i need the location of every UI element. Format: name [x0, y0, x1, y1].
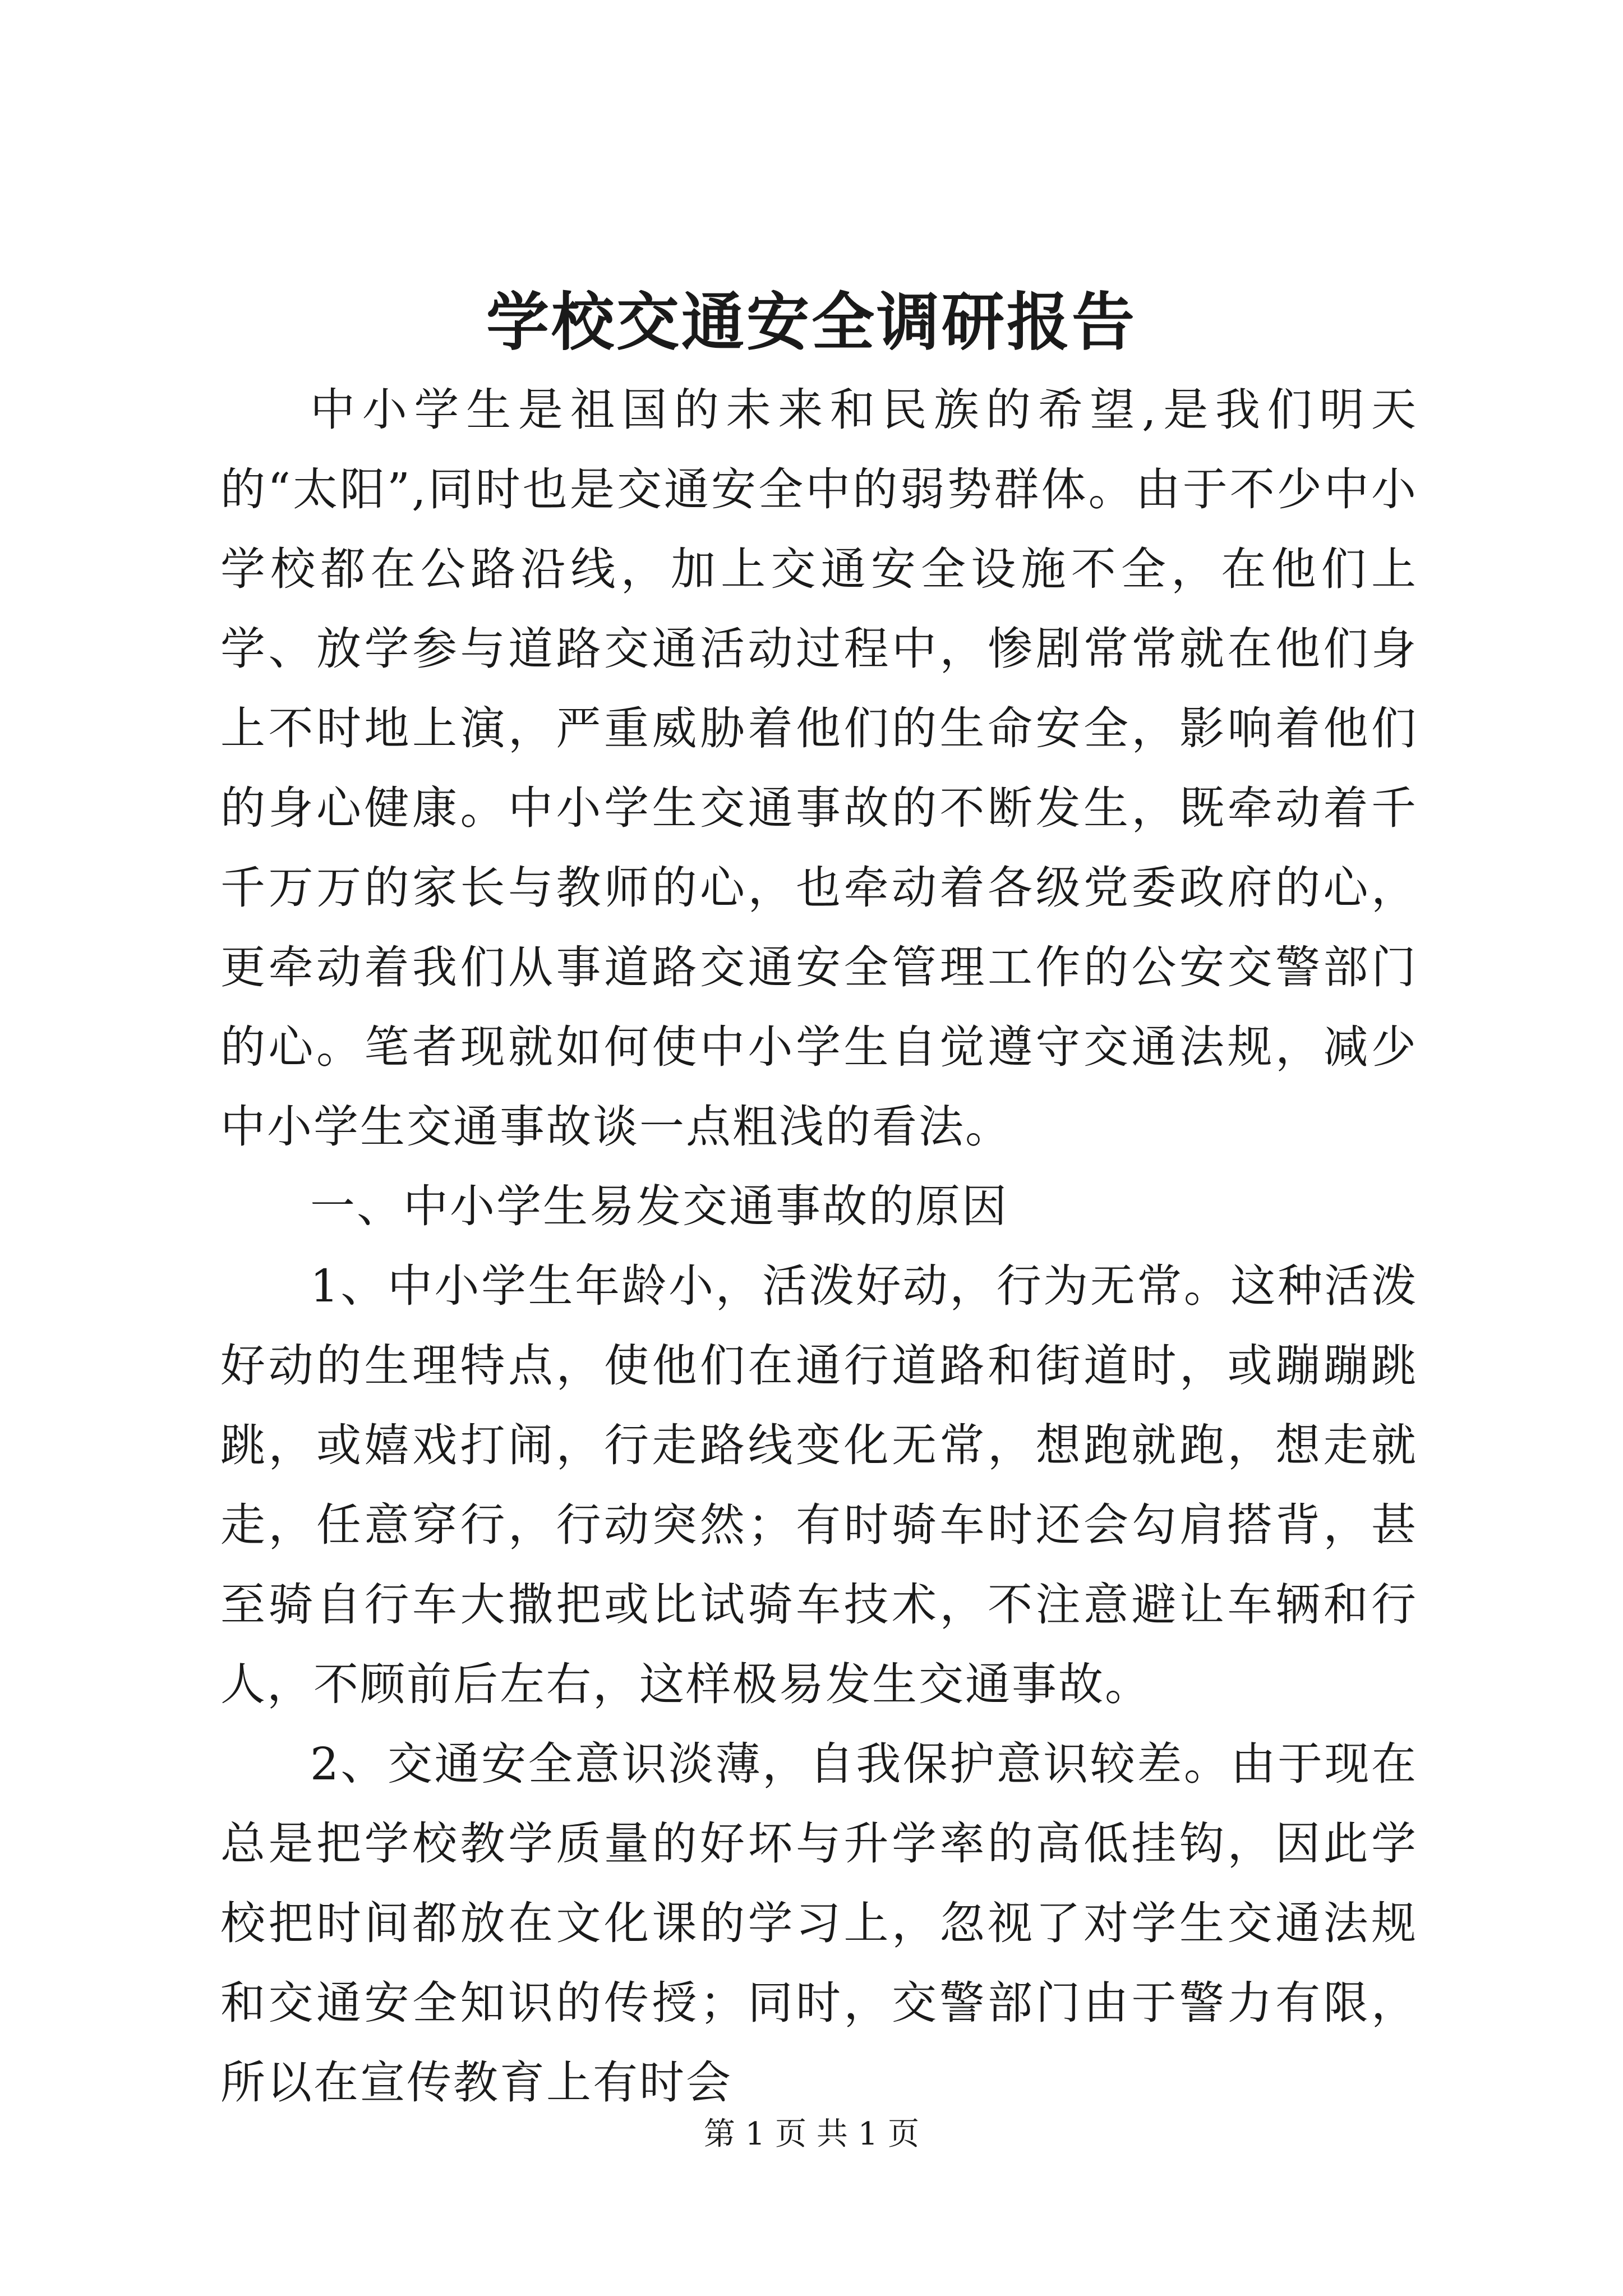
point-1-paragraph: 1、中小学生年龄小，活泼好动，行为无常。这种活泼好动的生理特点，使他们在通行道路和街道时，或蹦蹦跳跳，或嬉戏打闹，行走路线变化无常，想跑就跑，想走就走，任意穿行，行动突然；有时骑车时还会勾肩搭背，甚至骑自行车大撒把或比试骑车技术，不注意避让车辆和行人，不顾前后左右，这样极易发生交通事故。	[220, 1260, 1418, 1710]
point-2-paragraph: 2、交通安全意识淡薄，自我保护意识较差。由于现在总是把学校教学质量的好坏与升学率的高低挂钩，因此学校把时间都放在文化课的学习上，忽视了对学生交通法规和交通安全知识的传授；同时，交警部门由于警力有限，所以在宣传教育上有时会	[220, 1738, 1418, 2109]
page-footer: 第 1 页 共 1 页	[703, 2116, 920, 2152]
section-heading: 一、中小学生易发交通事故的原因	[310, 1180, 1008, 1232]
document-title: 学校交通安全调研报告	[486, 286, 1137, 359]
document-body	[220, 370, 1418, 2123]
intro-paragraph: 中小学生是祖国的未来和民族的希望,是我们明天的“太阳”,同时也是交通安全中的弱势群体。由于不少中小学校都在公路沿线，加上交通安全设施不全，在他们上学、放学参与道路交通活动过程中，惨剧常常就在他们身上不时地上演，严重威胁着他们的生命安全，影响着他们的身心健康。中小学生交通事故的不断发生，既牵动着千千万万的家长与教师的心，也牵动着各级党委政府的心，更牵动着我们从事道路交通安全管理工作的公安交警部门的心。笔者现就如何使中小学生自觉遵守交通法规，减少中小学生交通事故谈一点粗浅的看法。	[220, 384, 1418, 1153]
